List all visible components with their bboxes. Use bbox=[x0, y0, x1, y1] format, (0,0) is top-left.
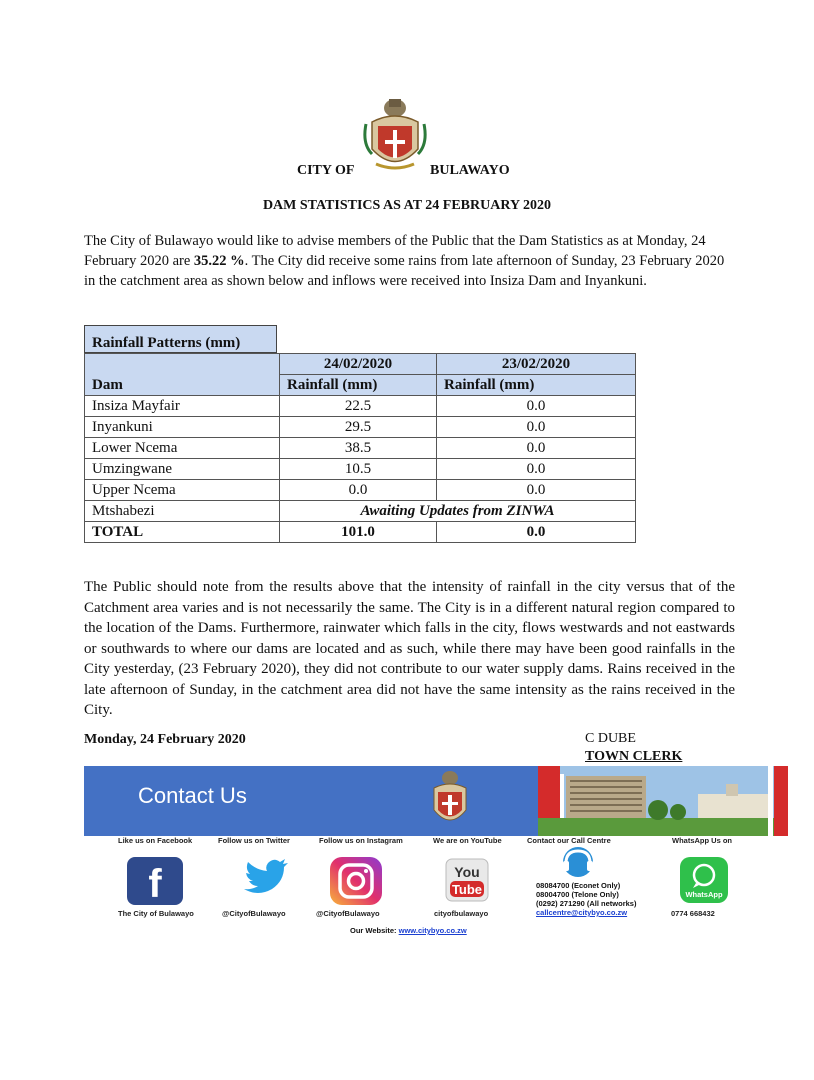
twitter-handle[interactable]: @CityofBulawayo bbox=[222, 909, 286, 918]
document-title: DAM STATISTICS AS AT 24 FEBRUARY 2020 bbox=[262, 198, 552, 213]
city-of-label: CITY OF bbox=[297, 163, 355, 178]
table-row: Lower Ncema 38.5 0.0 bbox=[85, 438, 636, 459]
city-crest-logo bbox=[362, 94, 428, 178]
date-header-1: 24/02/2020 bbox=[280, 354, 437, 375]
facebook-handle[interactable]: The City of Bulawayo bbox=[118, 909, 194, 918]
table-row: Insiza Mayfair 22.5 0.0 bbox=[85, 396, 636, 417]
table-row: Umzingwane 10.5 0.0 bbox=[85, 459, 636, 480]
table-row: Inyankuni 29.5 0.0 bbox=[85, 417, 636, 438]
youtube-logo-you: You bbox=[454, 864, 480, 880]
whatsapp-logo-text: WhatsApp bbox=[685, 890, 723, 899]
facebook-heading: Like us on Facebook bbox=[118, 836, 193, 845]
rainfall-column-header-1: Rainfall (mm) bbox=[280, 375, 437, 396]
instagram-handle[interactable]: @CityofBulawayo bbox=[316, 909, 380, 918]
rainfall-column-header-2: Rainfall (mm) bbox=[437, 375, 636, 396]
signatory-name: C DUBE bbox=[585, 731, 636, 746]
explanation-paragraph: The Public should note from the results above that the intensity of rainfall in the city versus that of the Catchment area varies and is not necessarily the same. The City is in a different natural region compared to the location of the Dams. Furthermore, rainwater which falls in the city, flows westwards and not eastwards or southwards to where our dams are located and as such, while there may have been good rainfalls in the City yesterday, (23 February 2020), they did not contribute to our water supply dams. Rains received in the late afternoon of Sunday, in the catchment area did not have the same intensity as the rains received in the City. bbox=[84, 579, 735, 718]
table-row-total: TOTAL 101.0 0.0 bbox=[85, 522, 636, 543]
instagram-heading: Follow us on Instagram bbox=[319, 836, 403, 845]
call-line-telone: 08004700 (Telone Only) bbox=[536, 890, 619, 899]
dam-column-header: Dam bbox=[85, 375, 280, 396]
table-row-pending: Mtshabezi Awaiting Updates from ZINWA bbox=[85, 501, 636, 522]
callcentre-heading: Contact our Call Centre bbox=[527, 836, 611, 845]
website-label: Our Website: bbox=[350, 926, 397, 935]
pending-note: Awaiting Updates from ZINWA bbox=[280, 501, 636, 522]
whatsapp-number: 0774 668432 bbox=[671, 909, 715, 918]
rainfall-table bbox=[84, 353, 636, 543]
whatsapp-heading: WhatsApp Us on bbox=[672, 836, 732, 845]
youtube-handle[interactable]: cityofbulawayo bbox=[434, 909, 489, 918]
call-line-all: (0292) 271290 (All networks) bbox=[536, 899, 637, 908]
call-centre-details bbox=[536, 881, 636, 917]
twitter-icon[interactable] bbox=[240, 855, 290, 901]
youtube-logo-tube: Tube bbox=[451, 882, 483, 897]
table-caption: Rainfall Patterns (mm) bbox=[84, 325, 277, 353]
intro-paragraph: The City of Bulawayo would like to advise members of the Public that the Dam Statistics as at Monday, 24 February 2020 are 35.22 %. The City did receive some rains from late afternoon of Sunday, 23 February 2020 in the catchment area as shown below and inflows were received into Insiza Dam and Inyankuni. bbox=[84, 233, 725, 289]
website-line bbox=[350, 926, 467, 935]
facebook-icon[interactable] bbox=[125, 855, 185, 907]
call-line-econet: 08084700 (Econet Only) bbox=[536, 881, 621, 890]
contact-us-title: Contact Us bbox=[138, 783, 247, 808]
bulawayo-label: BULAWAYO bbox=[430, 163, 510, 178]
svg-text:f: f bbox=[148, 862, 162, 906]
banner-crest-logo bbox=[426, 768, 474, 834]
headset-icon bbox=[555, 845, 601, 881]
city-hall-photo bbox=[538, 766, 788, 836]
whatsapp-icon[interactable] bbox=[678, 855, 730, 905]
website-link[interactable]: www.citybyo.co.zw bbox=[398, 926, 467, 935]
signatory-title: TOWN CLERK bbox=[585, 749, 683, 764]
twitter-heading: Follow us on Twitter bbox=[218, 836, 290, 845]
youtube-icon[interactable] bbox=[444, 855, 490, 905]
date-header-2: 23/02/2020 bbox=[437, 354, 636, 375]
call-centre-email[interactable]: callcentre@citybyo.co.zw bbox=[536, 908, 628, 917]
instagram-icon[interactable] bbox=[328, 855, 384, 907]
youtube-heading: We are on YouTube bbox=[433, 836, 502, 845]
dam-percentage: 35.22 % bbox=[193, 253, 245, 269]
table-row: Upper Ncema 0.0 0.0 bbox=[85, 480, 636, 501]
document-date: Monday, 24 February 2020 bbox=[84, 732, 246, 747]
